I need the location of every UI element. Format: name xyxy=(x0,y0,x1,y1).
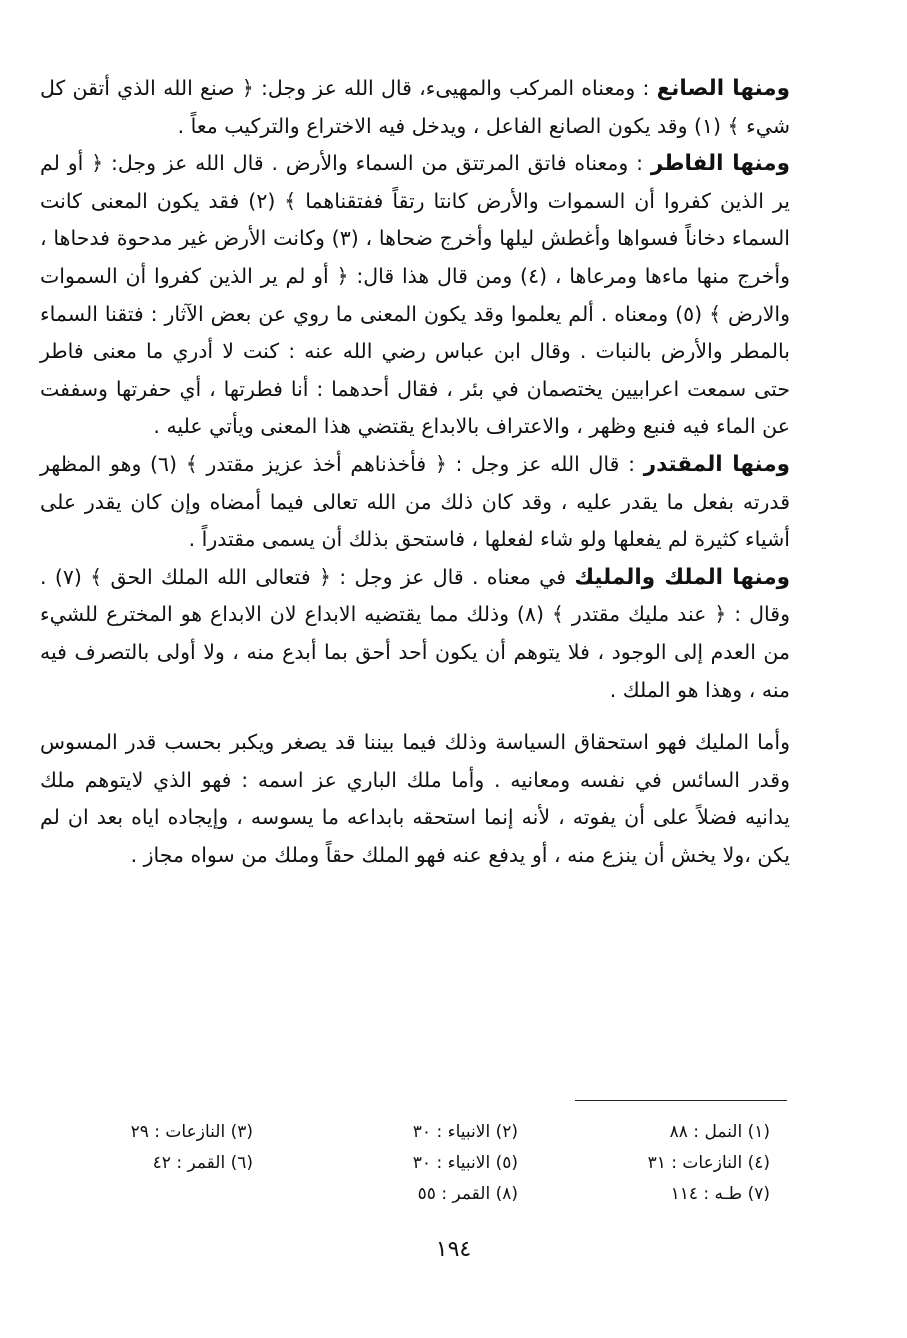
paragraph-al-malik-continued xyxy=(40,724,790,874)
paragraph-text: : ومعناه فاتق المرتتق من السماء والأرض . قال الله عز وجل: ﴿ أو لم ير الذين كفروا أن السموات والأرض كانتا رتقاً ففتقناهما ﴾ (٢) فقد يكون المعنى كانت السماء دخاناً فسواها وأغطش ليلها وأخرج ضحاها ، (٣) وكانت الأرض غير مدحوة فدحاها ، وأخرج منها ماءها ومرعاها ، (٤) ومن قال هذا قال: ﴿ أو لم ير الذين كفروا أن السموات والارض ﴾ (٥) ومعناه . ألم يعلموا وقد يكون المعنى ما روي عن بعض الآثار : فتقنا السماء بالمطر والأرض بالنبات . وقال ابن عباس رضي الله عنه : كنت لا أدري ما معنى فاطر حتى سمعت اعرابيين يختصمان في بئر ، فقال أحدهما : أنا فطرتها ، أي حفرتها وسففت عن الماء فيه فنبع وظهر ، والاعتراف بالابداع يقتضي هذا المعنى ويأتي عليه . xyxy=(40,151,790,439)
term-heading: ومنها المقتدر xyxy=(643,451,790,477)
main-text xyxy=(40,70,790,874)
footnote-separator xyxy=(575,1100,787,1101)
footnote-1: (١) النمل : ٨٨ xyxy=(669,1122,770,1142)
footnote-empty-cell xyxy=(75,1179,253,1210)
footnote-2: (٢) الانبياء : ٣٠ xyxy=(412,1122,518,1142)
footnote-4: (٤) النازعات : ٣١ xyxy=(647,1153,770,1173)
term-heading: ومنها الملك والمليك xyxy=(574,564,791,590)
footnote-7: (٧) طـه : ١١٤ xyxy=(670,1184,770,1204)
footnotes xyxy=(75,1117,770,1210)
paragraph-al-malik xyxy=(40,559,790,709)
paragraph-al-fatir xyxy=(40,145,790,446)
paragraph-text: : قال الله عز وجل : ﴿ فأخذناهم أخذ عزيز مقتدر ﴾ (٦) وهو المظهر قدرته بفعل ما يقدر عليه ، وقد كان ذلك من الله تعالى فيما أمضاه وإن كان يقدر على أشياء كثيرة لم يفعلها ولو شاء لفعلها ، فاستحق بذلك أن يسمى مقتدراً . xyxy=(40,451,790,552)
footnote-6: (٦) القمر : ٤٢ xyxy=(152,1153,253,1173)
footnote-8: (٨) القمر : ٥٥ xyxy=(417,1184,518,1204)
term-heading: ومنها الفاطر xyxy=(650,151,790,177)
term-heading: ومنها الصانع xyxy=(656,76,790,101)
paragraph-text: وأما المليك فهو استحقاق السياسة وذلك فيما بيننا قد يصغر ويكبر بحسب قدر المسوس وقدر السائس في نفسه ومعانيه . وأما ملك الباري عز اسمه : فهو الذي لايتوهم ملك يدانيه فضلاً على أن يفوته ، لأنه إنما استحقه بابداعه ما يسوسه ، وإيجاده اياه بعد ان لم يكن ،ولا يخش أن ينزع منه ، أو يدفع عنه فهو الملك حقاً وملك من سواه مجاز . xyxy=(40,730,790,867)
paragraph-text: : ومعناه المركب والمهيىء، قال الله عز وجل: ﴿ صنع الله الذي أتقن كل شيء ﴾ (١) وقد يكون الصانع الفاعل ، ويدخل فيه الاختراع والتركيب معاً . xyxy=(40,76,790,138)
paragraph-al-sani xyxy=(40,70,790,145)
footnote-3: (٣) النازعات : ٢٩ xyxy=(130,1122,253,1142)
page-number: ١٩٤ xyxy=(435,1237,472,1262)
paragraph-al-muqtadir xyxy=(40,446,790,559)
footnote-5: (٥) الانبياء : ٣٠ xyxy=(412,1153,518,1173)
paragraph-text: في معناه . قال عز وجل : ﴿ فتعالى الله الملك الحق ﴾ (٧) . وقال : ﴿ عند مليك مقتدر ﴾ (٨) وذلك مما يقتضيه الابداع لان الابداع هو المخترع للشيء من العدم إلى الوجود ، فلا يتوهم أن يكون أحد أحق بما أبدع منه ، ولا أولى بالتصرف فيه منه ، وهذا هو الملك . xyxy=(40,564,790,702)
